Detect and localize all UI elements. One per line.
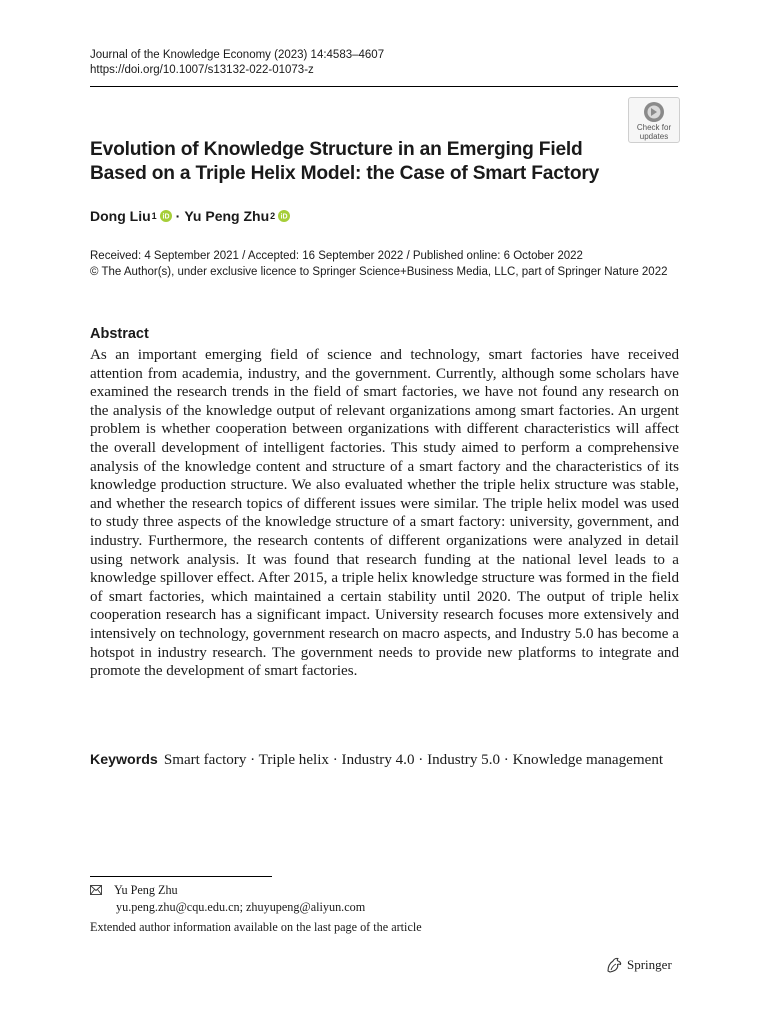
orcid-icon[interactable] [160, 210, 172, 222]
author-separator: · [175, 208, 181, 224]
author-name[interactable]: Yu Peng Zhu [184, 208, 270, 224]
abstract-text: As an important emerging field of science and technology, smart factories have received attention from academia, industry, and the government. Currently, although some scholars have examined the research trends in the field of smart factories, we have not found any research on the analysis of the knowledge output of relevant organizations among smart factories. An urgent problem is whether cooperation between organizations with different characteristics will affect the overall development of intelligent factories. This study aimed to perform a comprehensive analysis of the knowledge content and structure of a smart factory and the characteristics of its knowledge production structure. We also evaluated whether the triple helix structure was stable, and whether the research topics of different issues were similar. The triple helix model was used to study three aspects of the knowledge structure of a smart factory: university, government, and industry. Furthermore, the research contents of different organizations were analyzed in detail using network analysis. It was found that research funding at the national level leads to a knowledge spillover effect. After 2015, a triple helix knowledge structure was formed in the field of smart factories, which maintained a certain stability until 2020. The output of triple helix cooperation research has a significant impact. University research focuses more extensively and intensively on technology, government research on macro aspects, and Industry 5.0 has become a hotspot in industry research. The government needs to provide new platforms to integrate and promote the development of smart factories. [90, 347, 679, 680]
correspondence-block [90, 882, 365, 915]
article-title: Evolution of Knowledge Structure in an Emerging Field Based on a Triple Helix Model: the Case of Smart Factory [90, 139, 600, 184]
check-for-updates-icon [642, 101, 666, 123]
badge-line1: Check for [636, 123, 672, 132]
corresponding-author-name: Yu Peng Zhu [114, 883, 178, 897]
publisher-name: Springer [627, 957, 672, 972]
footnote-rule [90, 876, 272, 877]
svg-text:iD: iD [280, 213, 288, 221]
keywords-block [90, 751, 679, 771]
header-rule [90, 86, 678, 87]
extended-author-info: Extended author information available on the last page of the article [90, 920, 422, 934]
dates-line: Received: 4 September 2021 / Accepted: 16 September 2022 / Published online: 6 October 2022 [90, 250, 583, 262]
publisher-logo [605, 957, 672, 973]
author-name[interactable]: Dong Liu [90, 208, 151, 224]
springer-horse-icon [605, 957, 623, 973]
abstract-heading: Abstract [90, 326, 149, 342]
keywords-label: Keywords [90, 752, 158, 768]
check-for-updates-badge[interactable] [628, 97, 680, 143]
copyright-line: © The Author(s), under exclusive licence to Springer Science+Business Media, LLC, part of Springer Nature 2022 [90, 265, 668, 278]
corresponding-author-emails[interactable]: yu.peng.zhu@cqu.edu.cn; zhuyupeng@aliyun.com [116, 899, 366, 914]
envelope-icon [90, 885, 102, 895]
journal-citation: Journal of the Knowledge Economy (2023) 14:4583–4607 [90, 49, 385, 61]
doi-link[interactable]: https://doi.org/10.1007/s13132-022-01073-z [90, 64, 314, 76]
svg-text:iD: iD [162, 213, 170, 221]
publication-history [90, 249, 670, 280]
orcid-icon[interactable] [278, 210, 290, 222]
badge-line2: updates [639, 131, 669, 141]
journal-header [90, 48, 384, 78]
keywords-list: Smart factory · Triple helix · Industry 4.0 · Industry 5.0 · Knowledge management [163, 752, 664, 768]
author-list: Dong Liu 1 iD · Yu Peng Zhu 2 iD [90, 208, 292, 224]
